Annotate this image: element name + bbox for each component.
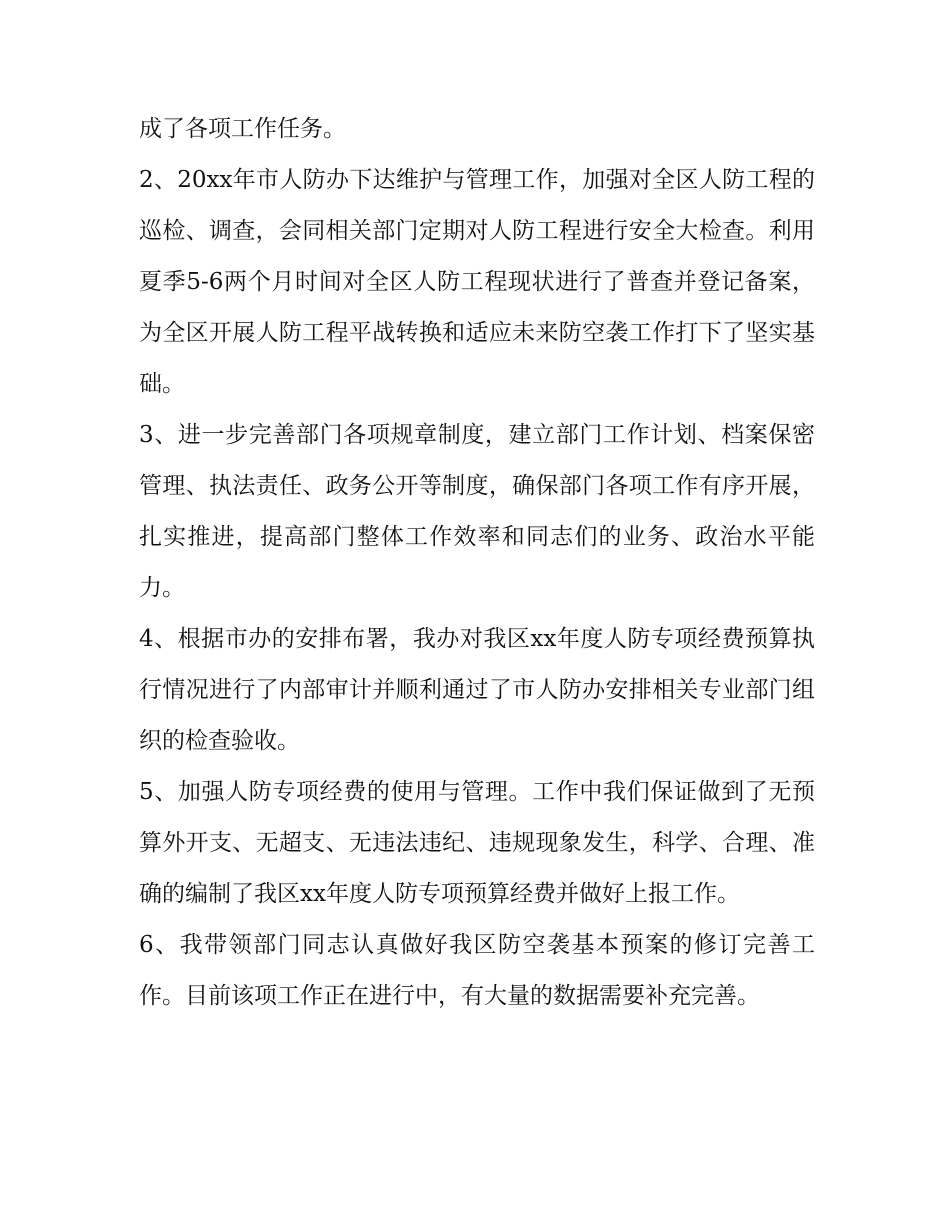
paragraph-item-4: 4、根据市办的安排布署，我办对我区xx年度人防专项经费预算执行情况进行了内部审计并顺利通过了市人防办安排相关专业部门组织的检查验收。 xyxy=(139,626,815,754)
paragraph-item-3: 3、进一步完善部门各项规章制度，建立部门工作计划、档案保密管理、执法责任、政务公开等制度，确保部门各项工作有序开展，扎实推进，提高部门整体工作效率和同志们的业务、政治水平能力。 xyxy=(139,422,815,601)
document-body xyxy=(139,104,815,1022)
paragraph-continuation: 成了各项工作任务。 xyxy=(139,116,346,142)
paragraph-item-6: 6、我带领部门同志认真做好我区防空袭基本预案的修订完善工作。目前该项工作正在进行中，有大量的数据需要补充完善。 xyxy=(139,932,815,1009)
paragraph-item-2: 2、20xx年市人防办下达维护与管理工作，加强对全区人防工程的巡检、调查，会同相关部门定期对人防工程进行安全大检查。利用夏季5-6两个月时间对全区人防工程现状进行了普查并登记备案，为全区开展人防工程平战转换和适应未来防空袭工作打下了坚实基础。 xyxy=(139,167,815,397)
paragraph-item-5: 5、加强人防专项经费的使用与管理。工作中我们保证做到了无预算外开支、无超支、无违法违纪、违规现象发生，科学、合理、准确的编制了我区xx年度人防专项预算经费并做好上报工作。 xyxy=(139,779,815,907)
